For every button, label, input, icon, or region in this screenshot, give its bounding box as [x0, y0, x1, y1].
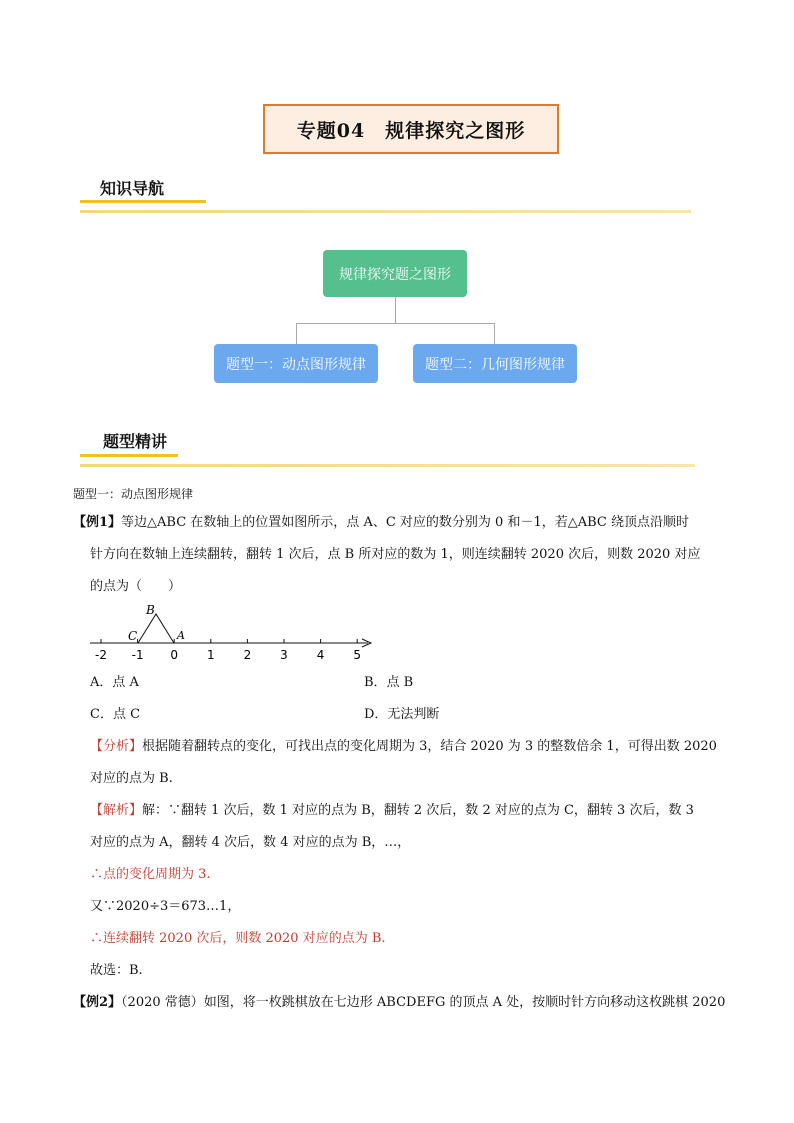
- solution-line3: ∴点的变化周期为 3.: [90, 867, 211, 882]
- analysis-line2: 对应的点为 B.: [90, 771, 173, 786]
- tick-labels: [95, 648, 361, 662]
- option-a: A．点 A: [90, 675, 139, 690]
- solution-line1: 【解析】解：∵翻转 1 次后，数 1 对应的点为 B，翻转 2 次后，数 2 对应的点为 C，翻转 3 次后，数 3: [90, 803, 694, 818]
- mindmap-child-2: 题型二：几何图形规律: [413, 344, 577, 383]
- example1-line1: 【例1】等边△ABC 在数轴上的位置如图所示，点 A、C 对应的数分别为 0 和－1，若△ABC 绕顶点沿顺时: [73, 515, 689, 530]
- number-line-figure: [86, 598, 378, 664]
- tick-label: 4: [316, 648, 325, 662]
- section-divider: [80, 464, 695, 467]
- tick-label: -1: [131, 648, 144, 662]
- option-d: D．无法判断: [364, 707, 440, 722]
- mindmap-connector: [494, 323, 495, 344]
- vertex-b-label: B: [146, 603, 155, 617]
- question-type-label: 题型一：动点图形规律: [73, 487, 194, 501]
- tick-label: 1: [206, 648, 215, 662]
- option-c: C．点 C: [90, 707, 141, 722]
- analysis-tag: 【分析】: [90, 739, 143, 754]
- tick-label: 5: [353, 648, 362, 662]
- section-title-lecture: 题型精讲: [103, 432, 168, 451]
- section-divider: [80, 210, 691, 213]
- tick-label: -2: [95, 648, 107, 662]
- tick-label: 3: [280, 648, 288, 662]
- section-underline: [80, 200, 206, 203]
- triangle-abc: [138, 614, 174, 643]
- vertex-a-label: A: [177, 629, 185, 642]
- section-underline: [80, 454, 178, 457]
- tick-label: 2: [243, 648, 252, 662]
- page-title: 专题04 规律探究之图形: [263, 104, 559, 154]
- mindmap-child-1: 题型一：动点图形规律: [214, 344, 378, 383]
- section-title-nav: 知识导航: [100, 179, 165, 198]
- mindmap-root: 规律探究题之图形: [323, 250, 467, 297]
- option-b: B．点 B: [364, 675, 414, 690]
- example1-line3: 的点为（ ）: [90, 579, 182, 594]
- example2-line1: 【例2】（2020 常德）如图，将一枚跳棋放在七边形 ABCDEFG 的顶点 A 处，按顺时针方向移动这枚跳棋 2020: [73, 995, 726, 1010]
- solution-line4: 又∵2020÷3＝673…1，: [90, 899, 241, 914]
- analysis-line1: 【分析】根据随着翻转点的变化，可找出点的变化周期为 3，结合 2020 为 3 的整数倍余 1，可得出数 2020: [90, 739, 717, 754]
- example-tag: 【例2】: [73, 995, 122, 1010]
- mindmap-connector: [395, 297, 396, 323]
- mindmap-connector: [296, 323, 495, 324]
- tick-label: 0: [170, 648, 179, 662]
- vertex-c-label: C: [128, 629, 138, 643]
- mindmap-connector: [296, 323, 297, 344]
- solution-line2: 对应的点为 A，翻转 4 次后，数 4 对应的点为 B，…，: [90, 835, 411, 850]
- solution-line5: ∴连续翻转 2020 次后，则数 2020 对应的点为 B.: [90, 931, 386, 946]
- solution-tag: 【解析】: [90, 803, 143, 818]
- example-tag: 【例1】: [73, 515, 122, 530]
- example1-line2: 针方向在数轴上连续翻转，翻转 1 次后，点 B 所对应的数为 1，则连续翻转 2020 次后，则数 2020 对应: [90, 547, 701, 562]
- solution-line6: 故选：B.: [90, 963, 143, 978]
